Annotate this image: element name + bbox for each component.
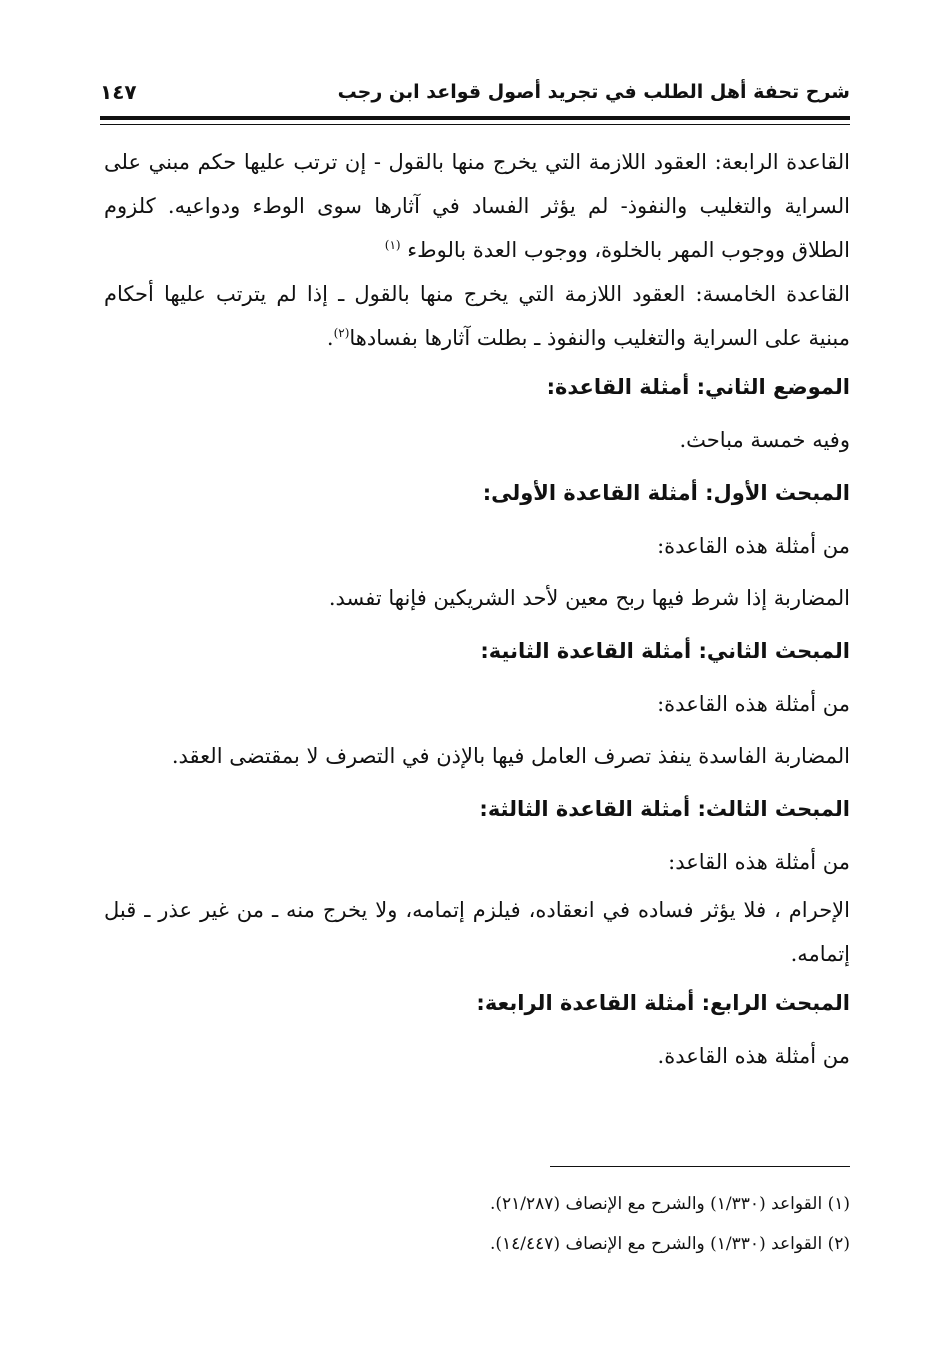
examples-lead-1: من أمثلة هذه القاعدة:	[657, 534, 850, 558]
examples-lead-3: من أمثلة هذه القاعد:	[668, 850, 850, 874]
rule-five-text: القاعدة الخامسة: العقود اللازمة التي يخرج منها بالقول ـ إذا لم يترتب عليها أحكام مبنية على السراية والتغليب والنفوذ ـ بطلت آثارها بفسادها	[104, 282, 850, 350]
body-text	[104, 140, 850, 1082]
running-title: شرح تحفة أهل الطلب في تجريد أصول قواعد ابن رجب	[337, 81, 850, 103]
footnote-ref-2: (٢)	[333, 326, 350, 340]
footnote-ref-1: (١)	[384, 238, 401, 252]
example-text-2: المضاربة الفاسدة ينفذ تصرف العامل فيها بالإذن في التصرف لا بمقتضى العقد.	[171, 744, 850, 768]
footnote-1: (١) القواعد (١/٣٣٠) والشرح مع الإنصاف (٢١/٢٨٧).	[490, 1194, 850, 1214]
footnotes	[104, 1184, 850, 1264]
footnote-2: (٢) القواعد (١/٣٣٠) والشرح مع الإنصاف (١٤/٤٤٧).	[490, 1234, 850, 1254]
subsection-heading-2: المبحث الثاني: أمثلة القاعدة الثانية:	[480, 639, 850, 663]
examples-lead-2: من أمثلة هذه القاعدة:	[657, 692, 850, 716]
subsection-heading-4: المبحث الرابع: أمثلة القاعدة الرابعة:	[476, 991, 850, 1015]
page-header	[100, 72, 850, 112]
subsection-heading-3: المبحث الثالث: أمثلة القاعدة الثالثة:	[479, 797, 850, 821]
header-rule-thin	[100, 124, 850, 125]
example-text-3: الإحرام ، فلا يؤثر فساده في انعقاده، فيلزم إتمامه، ولا يخرج منه ـ من غير عذر ـ قبل إتمامه.	[104, 898, 850, 966]
section-heading-examples: الموضع الثاني: أمثلة القاعدة:	[546, 375, 850, 399]
footnote-separator	[550, 1166, 850, 1167]
rule-four-text: القاعدة الرابعة: العقود اللازمة التي يخرج منها بالقول - إن ترتب عليها حكم مبني على السراية والتغليب والنفوذ- لم يؤثر الفساد في آثارها سوى الوطء ودواعيه. كلزوم الطلاق ووجوب المهر بالخلوة، ووجوب العدة بالوطء	[104, 150, 850, 262]
rule-four-paragraph	[104, 140, 850, 272]
page-number: ١٤٧	[100, 80, 137, 104]
examples-lead-4: من أمثلة هذه القاعدة.	[657, 1044, 850, 1068]
example-text-1: المضاربة إذا شرط فيها ربح معين لأحد الشريكين فإنها تفسد.	[328, 586, 850, 610]
subsection-heading-1: المبحث الأول: أمثلة القاعدة الأولى:	[482, 481, 850, 505]
rule-five-paragraph	[104, 272, 850, 360]
rule-five-period: .	[326, 326, 334, 350]
section-intro: وفيه خمسة مباحث.	[679, 428, 850, 452]
header-rule-thick	[100, 116, 850, 120]
